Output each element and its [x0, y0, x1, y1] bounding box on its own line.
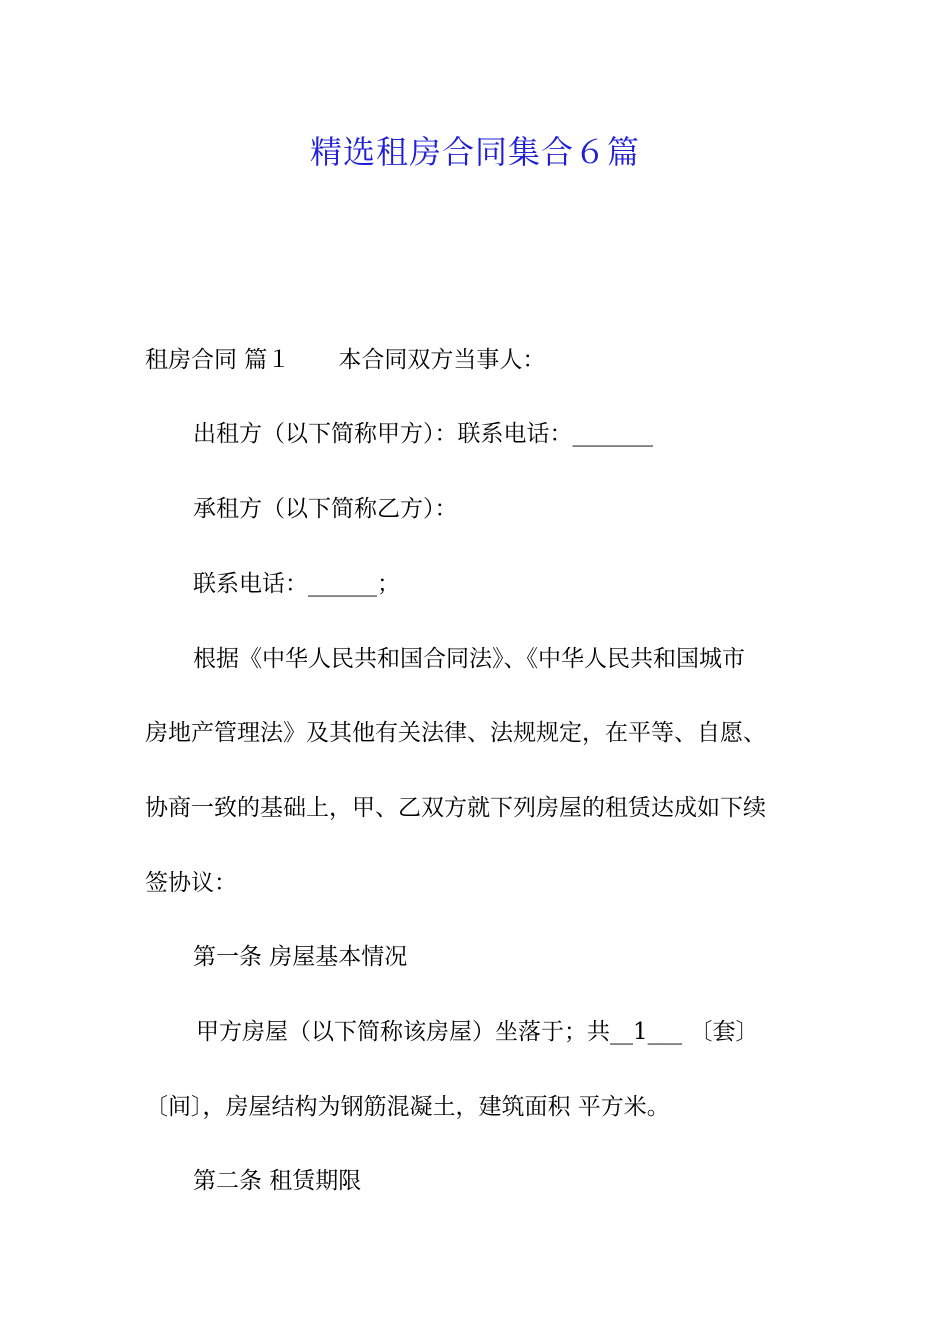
section-heading-line: [145, 340, 815, 380]
section-heading: 租房合同 篇１: [145, 347, 291, 373]
article-1-text-cont: 〔间〕，房屋结构为钢筋混凝土，建筑面积 平方米。: [145, 1094, 670, 1120]
parties-intro: 本合同双方当事人：: [338, 347, 546, 373]
paragraph-line: 根据《中华人民共和国合同法》、《中华人民共和国城市: [193, 646, 745, 672]
lessee-phone-line: 联系电话：______；: [193, 571, 400, 597]
lessor-line: 出租方（以下简称甲方）：联系电话：_______: [193, 421, 653, 447]
lessee-line: 承租方（以下简称乙方）：: [193, 496, 458, 522]
document-title: 精选租房合同集合６篇: [309, 133, 640, 171]
article-1-heading: 第一条 房屋基本情况: [193, 944, 408, 970]
paragraph-line: 房地产管理法》及其他有关法律、法规规定，在平等、自愿、: [145, 720, 766, 746]
paragraph-line: 协商一致的基础上，甲、乙双方就下列房屋的租赁达成如下续: [145, 795, 766, 821]
paragraph-line: 签协议：: [145, 870, 237, 896]
article-2-heading: 第二条 租赁期限: [193, 1168, 362, 1194]
article-1-text: 甲方房屋（以下简称该房屋）坐落于；共__1___ 〔套〕: [196, 1019, 759, 1045]
